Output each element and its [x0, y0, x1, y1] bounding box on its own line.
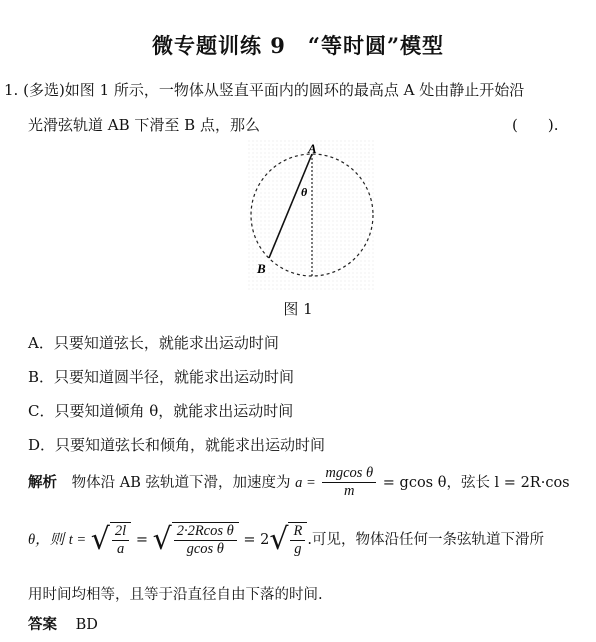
option-a: A．只要知道弦长，就能求出运动时间 — [28, 334, 279, 352]
option-c: C．只要知道倾角 θ，就能求出运动时间 — [28, 402, 294, 420]
figure-1 — [248, 140, 376, 290]
sqrt-2l-over-a: √ $\frac{2l}{a}$ — [91, 522, 131, 558]
label-b: B — [257, 261, 266, 276]
question-number: 1. — [4, 81, 19, 99]
option-b: B．只要知道圆半径，就能求出运动时间 — [28, 368, 295, 386]
answer-label: 答案 — [28, 616, 57, 633]
page-title: 微专题训练 9 “等时圆”模型 — [151, 33, 445, 58]
question-line-1 — [4, 79, 524, 100]
answer-line — [28, 613, 98, 634]
question-stem-1: (多选)如图 1 所示，一物体从竖直平面内的圆环的最高点 A 处由静止开始沿 — [23, 81, 525, 99]
label-theta: θ — [301, 185, 308, 199]
sqrt-r-over-g: √ $\frac{R}{g}$ — [269, 522, 307, 558]
option-d: D．只要知道弦长和倾角，就能求出运动时间 — [28, 436, 326, 454]
solution-line-3: 用时间均相等，且等于沿直径自由下落的时间. — [28, 587, 323, 603]
question-stem-2: 光滑弦轨道 AB 下滑至 B 点，那么 — [28, 116, 260, 134]
sqrt-expanded: √ $\frac{\text{2·2Rcos θ}}{\text{gcos θ}}$ — [153, 522, 239, 558]
answer-blank: ( ). — [512, 116, 559, 134]
figure-caption: 图 1 — [283, 300, 313, 318]
circle-diagram — [248, 140, 376, 290]
label-a: A — [308, 141, 317, 156]
solution-label: 解析 — [28, 474, 57, 492]
fraction-acceleration: $\frac{\text{mgcos θ}}{m}$ — [322, 466, 376, 500]
solution-line-1: 解析 物体沿 AB 弦轨道下滑，加速度为 a = $\frac{\text{mgcos θ}}{m}$ = gcos θ，弦长 l = 2R·cos — [28, 465, 570, 499]
answer-value: BD — [75, 617, 98, 633]
solution-line-2: θ，则 t = √ $\frac{2l}{a}$ = √ $\frac{\text{2·2Rcos θ}}{\text{gcos θ}}$ = 2√ $\frac{R}{g}$ .可见，物体沿任何一条弦轨道下滑所 — [28, 522, 544, 558]
